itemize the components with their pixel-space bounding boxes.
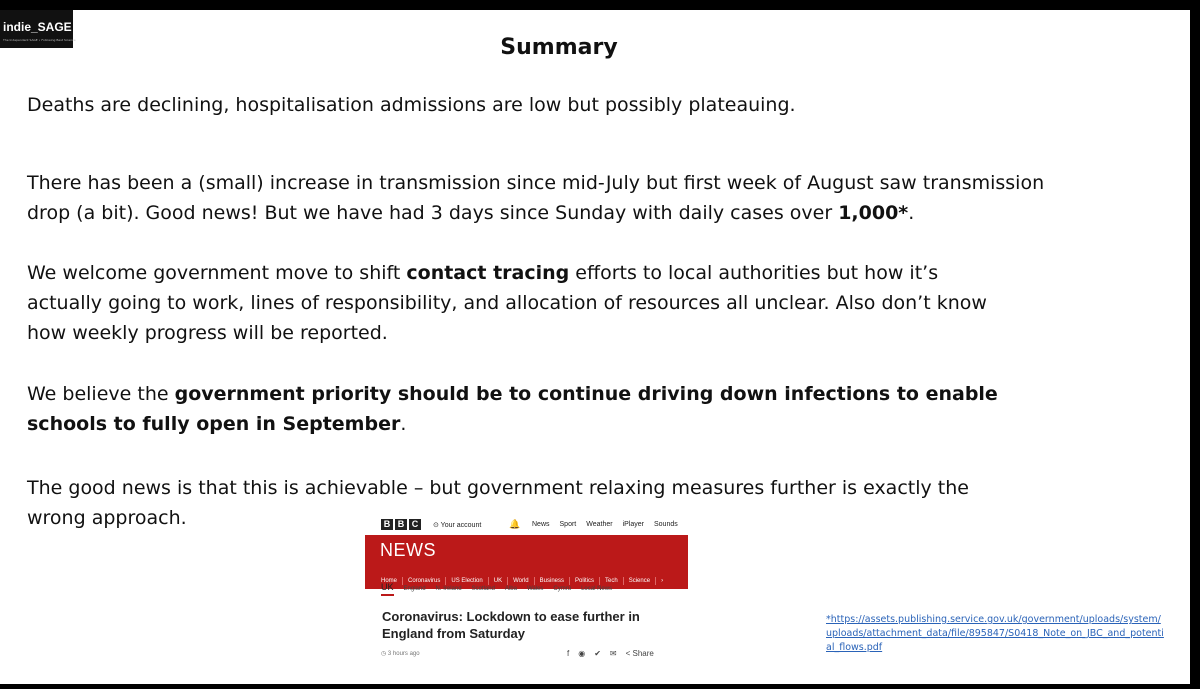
bbc-timestamp: ◷ 3 hours ago [381,651,420,657]
footnote-link[interactable]: *https://assets.publishing.service.gov.uk/government/uploads/system/uploads/attachment_data/file/895847/S0418_Note_on_JBC_and_potential_flows.pdf [826,614,1164,653]
paragraph-priority [27,379,998,439]
bbc-section-menu: Home Coronavirus US Election UK World Business Politics Tech Science › [381,578,664,584]
page-title: Summary [500,35,618,60]
paragraph-line: how weekly progress will be reported. [27,322,388,344]
paragraph-deaths: Deaths are declining, hospitalisation admissions are low but possibly plateauing. [27,94,796,116]
share-icon: < Share [625,649,654,658]
contact-tracing-emphasis: contact tracing [406,262,570,284]
priority-emphasis: schools to fully open in September [27,413,401,435]
logo-text: indie_SAGE [3,20,72,34]
paragraph-line: The good news is that this is achievable – but government relaxing measures further is exactly the [27,477,969,499]
paragraph-line: We welcome government move to shift contact tracing efforts to local authorities but how it’s [27,262,939,284]
bbc-sub-nav: UK England N. Ireland Scotland Alba Wales Cymru Local News [381,582,612,596]
bbc-top-bar [365,512,688,535]
bbc-news-wordmark: NEWS [380,540,436,560]
cases-figure: 1,000* [838,202,909,224]
bell-icon: 🔔 [509,519,521,529]
priority-emphasis: government priority should be to continue driving down infections to enable [174,383,998,405]
paragraph-transmission [27,168,1044,228]
email-icon: ✉ [609,649,617,658]
bbc-headline: Coronavirus: Lockdown to ease further in England from Saturday [382,609,640,641]
paragraph-line: actually going to work, lines of responsibility, and allocation of resources all unclear. Also don’t know [27,292,987,314]
bbc-top-nav: News Sport Weather iPlayer Sounds [532,521,678,528]
bbc-share-icons [567,649,654,658]
bbc-logo: B B C [381,519,421,530]
paragraph-line: schools to fully open in September. [27,413,407,435]
twitter-icon: ✔ [594,649,601,658]
logo-subtext: The Independent SAGE • Following Best Science [3,38,76,42]
bbc-news-screenshot [365,512,688,662]
messenger-icon: ◉ [578,649,586,658]
paragraph-line: We believe the government priority should be to continue driving down infections to enable [27,383,998,405]
paragraph-line: There has been a (small) increase in transmission since mid-July but first week of August saw transmission [27,172,1045,194]
paragraph-contact-tracing [27,258,987,348]
facebook-icon: f [567,649,570,658]
paragraph-line: wrong approach. [27,507,187,529]
account-link: ⊙ Your account [433,522,482,529]
bbc-news-banner [365,535,688,589]
paragraph-line: drop (a bit). Good news! But we have had 3 days since Sunday with daily cases over 1,000*. [27,202,915,224]
